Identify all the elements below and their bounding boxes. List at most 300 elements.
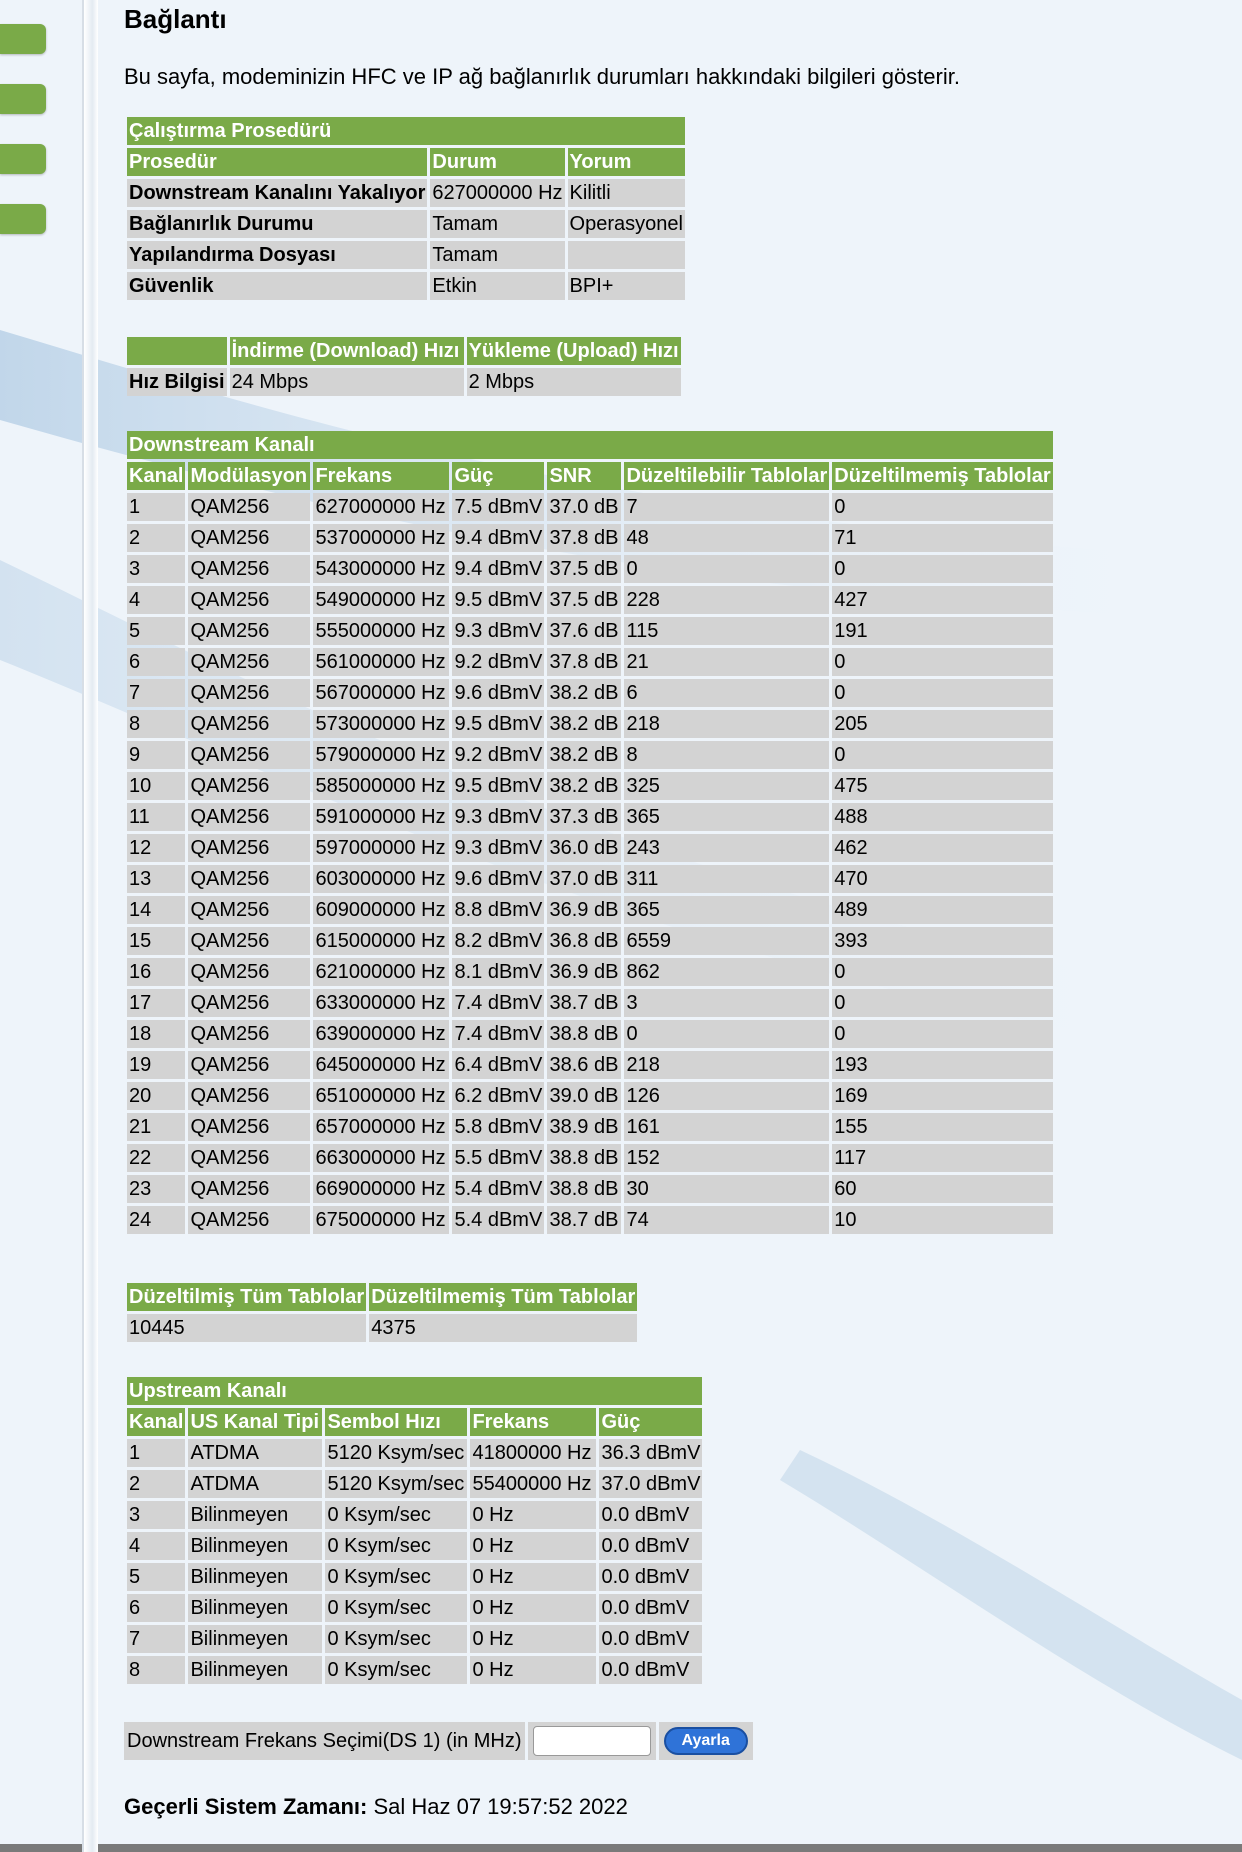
speed-table — [124, 334, 684, 399]
header-cell: Kanal — [127, 462, 185, 490]
frequency-input-cell — [528, 1722, 656, 1760]
frequency-select-label: Downstream Frekans Seçimi(DS 1) (in MHz) — [124, 1722, 525, 1760]
table-row — [127, 803, 1053, 831]
procedure-table — [124, 114, 688, 303]
table-cell: 0 Ksym/sec — [325, 1501, 467, 1529]
table-cell: 0 — [832, 958, 1052, 986]
table-cell: 7 — [624, 493, 829, 521]
table-cell: Etkin — [430, 272, 564, 300]
table-row — [127, 368, 681, 396]
table-cell: 22 — [127, 1144, 185, 1172]
table-cell: 9.4 dBmV — [452, 555, 544, 583]
table-cell: 36.8 dB — [547, 927, 621, 955]
header-cell — [127, 337, 227, 365]
table-cell: 37.0 dB — [547, 493, 621, 521]
table-cell: 0 Ksym/sec — [325, 1532, 467, 1560]
table-cell: 11 — [127, 803, 185, 831]
table-cell: 0 — [832, 493, 1052, 521]
table-row — [127, 1082, 1053, 1110]
table-cell: 9.5 dBmV — [452, 710, 544, 738]
table-cell: 228 — [624, 586, 829, 614]
table-row — [127, 617, 1053, 645]
table-cell: 10 — [832, 1206, 1052, 1234]
header-cell: Düzeltilmemiş Tüm Tablolar — [369, 1283, 637, 1311]
table-cell: Bağlanırlık Durumu — [127, 210, 427, 238]
table-cell: 16 — [127, 958, 185, 986]
table-cell: 152 — [624, 1144, 829, 1172]
table-cell: 218 — [624, 1051, 829, 1079]
table-row — [127, 1470, 702, 1498]
table-cell: 37.8 dB — [547, 524, 621, 552]
table-cell: 591000000 Hz — [313, 803, 449, 831]
table-row — [127, 493, 1053, 521]
nav-tab-2[interactable] — [0, 84, 46, 114]
table-cell: QAM256 — [188, 927, 310, 955]
table-cell: 243 — [624, 834, 829, 862]
table-cell: 6559 — [624, 927, 829, 955]
table-cell: 126 — [624, 1082, 829, 1110]
table-cell: 8 — [624, 741, 829, 769]
table-cell: 10 — [127, 772, 185, 800]
table-cell: Bilinmeyen — [188, 1563, 322, 1591]
table-cell: 9 — [127, 741, 185, 769]
table-cell: 5 — [127, 617, 185, 645]
table-cell: QAM256 — [188, 524, 310, 552]
table-row — [127, 179, 685, 207]
nav-tab-3[interactable] — [0, 144, 46, 174]
table-cell: 657000000 Hz — [313, 1113, 449, 1141]
table-cell: 0 Hz — [470, 1594, 596, 1622]
table-cell: 4 — [127, 586, 185, 614]
table-cell: 9.3 dBmV — [452, 834, 544, 862]
table-cell: 205 — [832, 710, 1052, 738]
table-row — [127, 1563, 702, 1591]
table-cell: 36.0 dB — [547, 834, 621, 862]
downstream-table-title: Downstream Kanalı — [127, 431, 1053, 459]
table-cell: 365 — [624, 803, 829, 831]
table-cell: 573000000 Hz — [313, 710, 449, 738]
table-cell: 0 Ksym/sec — [325, 1594, 467, 1622]
table-cell: 36.9 dB — [547, 958, 621, 986]
table-cell: 9.6 dBmV — [452, 679, 544, 707]
header-cell: Frekans — [313, 462, 449, 490]
table-cell: 55400000 Hz — [470, 1470, 596, 1498]
procedure-header-row — [127, 148, 685, 176]
table-cell: 38.6 dB — [547, 1051, 621, 1079]
table-cell: 603000000 Hz — [313, 865, 449, 893]
table-cell: 7.4 dBmV — [452, 1020, 544, 1048]
table-row — [127, 1625, 702, 1653]
table-cell: 537000000 Hz — [313, 524, 449, 552]
table-cell: 38.2 dB — [547, 710, 621, 738]
table-cell: 18 — [127, 1020, 185, 1048]
table-cell: Bilinmeyen — [188, 1501, 322, 1529]
table-cell: 7.5 dBmV — [452, 493, 544, 521]
set-button[interactable]: Ayarla — [664, 1727, 748, 1755]
table-cell: 0 Ksym/sec — [325, 1563, 467, 1591]
table-cell: Downstream Kanalını Yakalıyor — [127, 179, 427, 207]
downstream-table — [124, 428, 1056, 1237]
downstream-header-row — [127, 462, 1053, 490]
header-cell: Yükleme (Upload) Hızı — [467, 337, 681, 365]
table-cell: 0 Ksym/sec — [325, 1656, 467, 1684]
table-cell: 17 — [127, 989, 185, 1017]
header-cell: US Kanal Tipi — [188, 1408, 322, 1436]
table-cell: 5120 Ksym/sec — [325, 1439, 467, 1467]
table-cell: 2 Mbps — [467, 368, 681, 396]
table-cell: 669000000 Hz — [313, 1175, 449, 1203]
header-cell: Modülasyon — [188, 462, 310, 490]
table-cell: 169 — [832, 1082, 1052, 1110]
upstream-table-title: Upstream Kanalı — [127, 1377, 702, 1405]
table-cell: 3 — [127, 1501, 185, 1529]
header-cell: İndirme (Download) Hızı — [230, 337, 464, 365]
page-description: Bu sayfa, modeminizin HFC ve IP ağ bağlanırlık durumları hakkındaki bilgileri gösterir. — [124, 64, 960, 89]
table-row — [127, 1532, 702, 1560]
table-cell: 38.8 dB — [547, 1175, 621, 1203]
table-row — [127, 896, 1053, 924]
downstream-rows — [127, 493, 1053, 1234]
table-cell: 20 — [127, 1082, 185, 1110]
table-cell: 627000000 Hz — [430, 179, 564, 207]
table-row — [127, 586, 1053, 614]
header-cell: Yorum — [568, 148, 685, 176]
table-row — [127, 1656, 702, 1684]
frequency-input[interactable] — [533, 1726, 651, 1756]
table-cell: 37.6 dB — [547, 617, 621, 645]
table-cell: 38.2 dB — [547, 679, 621, 707]
table-cell: 37.8 dB — [547, 648, 621, 676]
upstream-rows — [127, 1439, 702, 1684]
table-cell: 0 Hz — [470, 1563, 596, 1591]
table-cell: 1 — [127, 493, 185, 521]
table-cell: 0 — [832, 679, 1052, 707]
system-time-label: Geçerli Sistem Zamanı: — [124, 1794, 368, 1819]
table-row — [127, 1439, 702, 1467]
table-cell: 0.0 dBmV — [599, 1625, 702, 1653]
table-cell: 651000000 Hz — [313, 1082, 449, 1110]
table-cell: QAM256 — [188, 1020, 310, 1048]
left-rail — [82, 0, 98, 1852]
table-cell: 6.2 dBmV — [452, 1082, 544, 1110]
table-cell: QAM256 — [188, 648, 310, 676]
table-cell: 555000000 Hz — [313, 617, 449, 645]
table-cell: 0 — [832, 989, 1052, 1017]
table-cell: 71 — [832, 524, 1052, 552]
table-cell: 549000000 Hz — [313, 586, 449, 614]
table-cell: 9.6 dBmV — [452, 865, 544, 893]
table-cell: 0 — [832, 648, 1052, 676]
table-cell: 609000000 Hz — [313, 896, 449, 924]
table-cell: 0 Ksym/sec — [325, 1625, 467, 1653]
upstream-table — [124, 1374, 705, 1687]
table-cell: 639000000 Hz — [313, 1020, 449, 1048]
table-row — [127, 1501, 702, 1529]
table-cell: QAM256 — [188, 1051, 310, 1079]
table-cell: 37.0 dBmV — [599, 1470, 702, 1498]
table-cell: Tamam — [430, 210, 564, 238]
table-cell: 13 — [127, 865, 185, 893]
table-cell: 311 — [624, 865, 829, 893]
table-cell: 8.8 dBmV — [452, 896, 544, 924]
table-cell: 0.0 dBmV — [599, 1501, 702, 1529]
table-row — [127, 1113, 1053, 1141]
page-title: Bağlantı — [124, 4, 227, 34]
table-cell — [568, 241, 685, 269]
table-cell: QAM256 — [188, 896, 310, 924]
table-cell: 5.4 dBmV — [452, 1175, 544, 1203]
system-time-value: Sal Haz 07 19:57:52 2022 — [373, 1794, 628, 1819]
speed-header-row — [127, 337, 681, 365]
table-cell: 37.3 dB — [547, 803, 621, 831]
table-cell: Yapılandırma Dosyası — [127, 241, 427, 269]
header-cell: Prosedür — [127, 148, 427, 176]
table-cell: 10445 — [127, 1314, 366, 1342]
table-cell: 5.4 dBmV — [452, 1206, 544, 1234]
table-cell: 0 Hz — [470, 1532, 596, 1560]
table-cell: 0.0 dBmV — [599, 1594, 702, 1622]
header-cell: SNR — [547, 462, 621, 490]
table-row — [127, 741, 1053, 769]
table-cell: 193 — [832, 1051, 1052, 1079]
table-cell: 37.5 dB — [547, 555, 621, 583]
table-row — [127, 834, 1053, 862]
system-time — [124, 1794, 628, 1820]
table-cell: Bilinmeyen — [188, 1625, 322, 1653]
table-cell: 0 Hz — [470, 1625, 596, 1653]
table-cell: 567000000 Hz — [313, 679, 449, 707]
table-cell: 365 — [624, 896, 829, 924]
table-cell: QAM256 — [188, 772, 310, 800]
table-cell: 0 — [832, 1020, 1052, 1048]
header-cell: Durum — [430, 148, 564, 176]
table-cell: 30 — [624, 1175, 829, 1203]
table-cell: 39.0 dB — [547, 1082, 621, 1110]
table-cell: QAM256 — [188, 803, 310, 831]
table-cell: 5.8 dBmV — [452, 1113, 544, 1141]
table-cell: 5.5 dBmV — [452, 1144, 544, 1172]
table-cell: 38.8 dB — [547, 1020, 621, 1048]
table-cell: 36.3 dBmV — [599, 1439, 702, 1467]
table-row — [127, 1314, 637, 1342]
procedure-table-title: Çalıştırma Prosedürü — [127, 117, 685, 145]
table-cell: Operasyonel — [568, 210, 685, 238]
table-cell: 37.5 dB — [547, 586, 621, 614]
table-cell: 645000000 Hz — [313, 1051, 449, 1079]
table-row — [127, 555, 1053, 583]
table-cell: 38.7 dB — [547, 1206, 621, 1234]
table-row — [127, 989, 1053, 1017]
set-button-cell — [659, 1722, 753, 1760]
table-cell: 615000000 Hz — [313, 927, 449, 955]
table-cell: 9.4 dBmV — [452, 524, 544, 552]
table-cell: ATDMA — [188, 1439, 322, 1467]
table-cell: 5 — [127, 1563, 185, 1591]
table-cell: QAM256 — [188, 555, 310, 583]
table-cell: 4375 — [369, 1314, 637, 1342]
table-cell: QAM256 — [188, 865, 310, 893]
table-cell: 621000000 Hz — [313, 958, 449, 986]
table-row — [127, 679, 1053, 707]
header-cell: Kanal — [127, 1408, 185, 1436]
table-row — [127, 524, 1053, 552]
table-cell: 488 — [832, 803, 1052, 831]
table-row — [127, 1175, 1053, 1203]
header-cell: Güç — [599, 1408, 702, 1436]
table-cell: QAM256 — [188, 586, 310, 614]
table-cell: 161 — [624, 1113, 829, 1141]
table-cell: 9.2 dBmV — [452, 741, 544, 769]
table-cell: 8.2 dBmV — [452, 927, 544, 955]
table-cell: 462 — [832, 834, 1052, 862]
table-cell: 9.3 dBmV — [452, 617, 544, 645]
table-cell: 0 — [832, 741, 1052, 769]
table-cell: 9.3 dBmV — [452, 803, 544, 831]
table-cell: 9.5 dBmV — [452, 586, 544, 614]
table-cell: 633000000 Hz — [313, 989, 449, 1017]
table-cell: 862 — [624, 958, 829, 986]
table-cell: QAM256 — [188, 493, 310, 521]
table-cell: QAM256 — [188, 1144, 310, 1172]
table-cell: 6.4 dBmV — [452, 1051, 544, 1079]
table-cell: 6 — [127, 648, 185, 676]
header-cell: Düzeltilmemiş Tablolar — [832, 462, 1052, 490]
table-cell: ATDMA — [188, 1470, 322, 1498]
table-cell: 37.0 dB — [547, 865, 621, 893]
table-cell: 7.4 dBmV — [452, 989, 544, 1017]
table-cell: 8.1 dBmV — [452, 958, 544, 986]
frequency-select-bar — [124, 1722, 753, 1760]
table-row — [127, 710, 1053, 738]
table-cell: 8 — [127, 1656, 185, 1684]
table-cell: 475 — [832, 772, 1052, 800]
table-row — [127, 241, 685, 269]
table-cell: Hız Bilgisi — [127, 368, 227, 396]
upstream-header-row — [127, 1408, 702, 1436]
table-cell: 218 — [624, 710, 829, 738]
table-row — [127, 958, 1053, 986]
table-cell: 543000000 Hz — [313, 555, 449, 583]
table-cell: 3 — [624, 989, 829, 1017]
table-cell: Bilinmeyen — [188, 1656, 322, 1684]
table-cell: QAM256 — [188, 710, 310, 738]
table-cell: 36.9 dB — [547, 896, 621, 924]
totals-table — [124, 1280, 640, 1345]
table-cell: 23 — [127, 1175, 185, 1203]
table-cell: 9.2 dBmV — [452, 648, 544, 676]
table-row — [127, 1144, 1053, 1172]
table-row — [127, 772, 1053, 800]
table-cell: 0 — [832, 555, 1052, 583]
table-cell: 24 Mbps — [230, 368, 464, 396]
table-cell: 38.2 dB — [547, 772, 621, 800]
header-cell: Güç — [452, 462, 544, 490]
table-cell: 597000000 Hz — [313, 834, 449, 862]
table-cell: 38.8 dB — [547, 1144, 621, 1172]
table-cell: Güvenlik — [127, 272, 427, 300]
table-cell: 60 — [832, 1175, 1052, 1203]
table-cell: QAM256 — [188, 958, 310, 986]
table-cell: Bilinmeyen — [188, 1532, 322, 1560]
table-cell: Kilitli — [568, 179, 685, 207]
table-cell: 7 — [127, 679, 185, 707]
table-cell: QAM256 — [188, 741, 310, 769]
table-cell: 579000000 Hz — [313, 741, 449, 769]
table-cell: 9.5 dBmV — [452, 772, 544, 800]
table-row — [127, 210, 685, 238]
table-cell: 24 — [127, 1206, 185, 1234]
header-cell: Sembol Hızı — [325, 1408, 467, 1436]
table-cell: 38.7 dB — [547, 989, 621, 1017]
table-cell: 1 — [127, 1439, 185, 1467]
table-cell: 38.2 dB — [547, 741, 621, 769]
table-cell: 21 — [127, 1113, 185, 1141]
table-cell: 74 — [624, 1206, 829, 1234]
table-cell: QAM256 — [188, 1206, 310, 1234]
table-row — [127, 927, 1053, 955]
table-row — [127, 865, 1053, 893]
table-cell: 38.9 dB — [547, 1113, 621, 1141]
table-cell: 2 — [127, 1470, 185, 1498]
table-cell: 0.0 dBmV — [599, 1656, 702, 1684]
table-cell: 117 — [832, 1144, 1052, 1172]
table-cell: QAM256 — [188, 989, 310, 1017]
table-cell: 48 — [624, 524, 829, 552]
table-row — [127, 648, 1053, 676]
table-cell: 21 — [624, 648, 829, 676]
table-row — [127, 1051, 1053, 1079]
table-cell: 663000000 Hz — [313, 1144, 449, 1172]
table-cell: 14 — [127, 896, 185, 924]
table-cell: 6 — [624, 679, 829, 707]
table-cell: 19 — [127, 1051, 185, 1079]
table-row — [127, 1020, 1053, 1048]
table-cell: 8 — [127, 710, 185, 738]
table-cell: 12 — [127, 834, 185, 862]
table-cell: 15 — [127, 927, 185, 955]
table-cell: 675000000 Hz — [313, 1206, 449, 1234]
table-cell: 627000000 Hz — [313, 493, 449, 521]
table-cell: 191 — [832, 617, 1052, 645]
table-cell: 325 — [624, 772, 829, 800]
table-cell: 489 — [832, 896, 1052, 924]
table-cell: 3 — [127, 555, 185, 583]
table-cell: QAM256 — [188, 679, 310, 707]
header-cell: Düzeltilebilir Tablolar — [624, 462, 829, 490]
table-cell: 7 — [127, 1625, 185, 1653]
table-cell: QAM256 — [188, 617, 310, 645]
table-cell: Bilinmeyen — [188, 1594, 322, 1622]
table-cell: 561000000 Hz — [313, 648, 449, 676]
header-cell: Düzeltilmiş Tüm Tablolar — [127, 1283, 366, 1311]
table-cell: 0.0 dBmV — [599, 1532, 702, 1560]
table-cell: 155 — [832, 1113, 1052, 1141]
table-cell: 115 — [624, 617, 829, 645]
table-cell: 0 Hz — [470, 1656, 596, 1684]
table-row — [127, 272, 685, 300]
table-cell: Tamam — [430, 241, 564, 269]
table-cell: 41800000 Hz — [470, 1439, 596, 1467]
nav-tab-1[interactable] — [0, 24, 46, 54]
table-cell: 0.0 dBmV — [599, 1563, 702, 1591]
table-cell: QAM256 — [188, 1113, 310, 1141]
table-cell: 4 — [127, 1532, 185, 1560]
nav-tab-4[interactable] — [0, 204, 46, 234]
header-cell: Frekans — [470, 1408, 596, 1436]
table-cell: 0 — [624, 1020, 829, 1048]
table-cell: BPI+ — [568, 272, 685, 300]
table-cell: 427 — [832, 586, 1052, 614]
